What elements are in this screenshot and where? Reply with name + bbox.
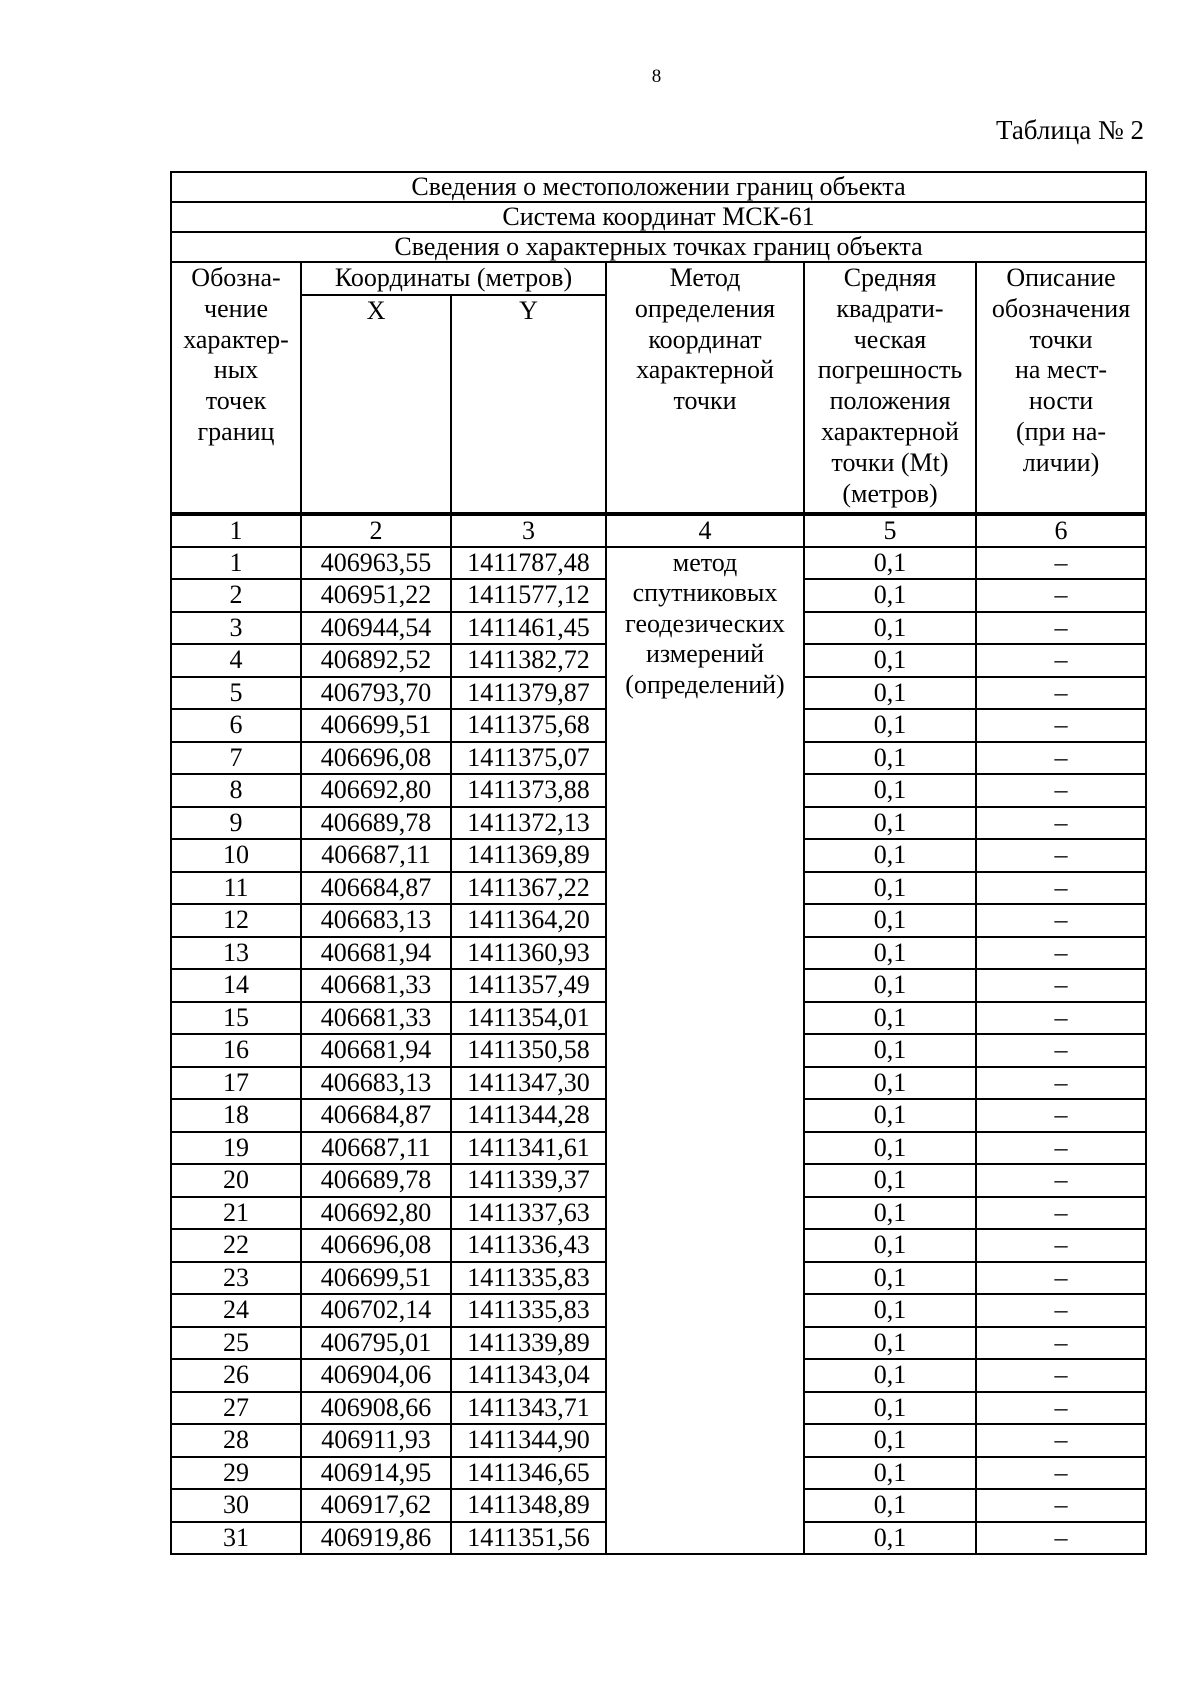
coord-y-cell: 1411348,89	[451, 1489, 606, 1522]
point-number-cell: 3	[171, 612, 301, 645]
method-line: спутниковых	[632, 578, 778, 608]
coord-y-cell: 1411344,90	[451, 1424, 606, 1457]
header-line: характерной	[821, 416, 959, 446]
mean-error-cell: 0,1	[804, 677, 976, 710]
header-line: ческая	[853, 324, 927, 354]
description-cell: –	[976, 1457, 1146, 1490]
coord-x-cell: 406793,70	[301, 677, 451, 710]
coord-x-cell: 406692,80	[301, 1197, 451, 1230]
header-line: чение	[204, 293, 268, 323]
description-cell: –	[976, 644, 1146, 677]
method-line: геодезических	[625, 608, 785, 638]
point-number-cell: 26	[171, 1359, 301, 1392]
header-row	[171, 262, 1146, 295]
coord-x-cell: 406702,14	[301, 1294, 451, 1327]
header-y: Y	[451, 295, 606, 514]
coord-x-cell: 406683,13	[301, 1067, 451, 1100]
page-number: 8	[651, 66, 662, 87]
header-line: точки	[1029, 324, 1093, 354]
point-number-cell: 6	[171, 709, 301, 742]
description-cell: –	[976, 937, 1146, 970]
point-number-cell: 24	[171, 1294, 301, 1327]
mean-error-cell: 0,1	[804, 839, 976, 872]
header-line: Описание	[1006, 263, 1116, 292]
coord-y-cell: 1411339,89	[451, 1327, 606, 1360]
header-x: X	[301, 295, 451, 514]
description-cell: –	[976, 839, 1146, 872]
coord-x-cell: 406917,62	[301, 1489, 451, 1522]
description-cell: –	[976, 969, 1146, 1002]
description-cell: –	[976, 1424, 1146, 1457]
point-number-cell: 19	[171, 1132, 301, 1165]
mean-error-cell: 0,1	[804, 644, 976, 677]
column-number: 6	[976, 514, 1146, 547]
header-mean-square-error	[804, 262, 976, 514]
coord-y-cell: 1411335,83	[451, 1262, 606, 1295]
point-number-cell: 27	[171, 1392, 301, 1425]
coord-y-cell: 1411382,72	[451, 644, 606, 677]
header-line: положения	[829, 386, 951, 416]
mean-error-cell: 0,1	[804, 1099, 976, 1132]
coord-y-cell: 1411335,83	[451, 1294, 606, 1327]
coord-x-cell: 406692,80	[301, 774, 451, 807]
point-number-cell: 31	[171, 1522, 301, 1555]
coord-y-cell: 1411354,01	[451, 1002, 606, 1035]
coord-x-cell: 406951,22	[301, 579, 451, 612]
header-line: точки (Mt)	[831, 447, 949, 477]
header-line: обозначения	[991, 293, 1131, 323]
header-line: границ	[197, 416, 275, 446]
coord-y-cell: 1411367,22	[451, 872, 606, 905]
mean-error-cell: 0,1	[804, 969, 976, 1002]
mean-error-cell: 0,1	[804, 872, 976, 905]
column-number: 4	[606, 514, 804, 547]
coord-x-cell: 406681,33	[301, 1002, 451, 1035]
point-number-cell: 5	[171, 677, 301, 710]
mean-error-cell: 0,1	[804, 937, 976, 970]
point-number-cell: 7	[171, 742, 301, 775]
description-cell: –	[976, 612, 1146, 645]
description-cell: –	[976, 709, 1146, 742]
title-row	[171, 232, 1146, 262]
coord-x-cell: 406904,06	[301, 1359, 451, 1392]
coord-x-cell: 406911,93	[301, 1424, 451, 1457]
column-number: 5	[804, 514, 976, 547]
coord-x-cell: 406684,87	[301, 872, 451, 905]
coord-x-cell: 406681,94	[301, 1034, 451, 1067]
title-cell: Сведения о местоположении границ объекта	[171, 172, 1146, 202]
mean-error-cell: 0,1	[804, 1457, 976, 1490]
description-cell: –	[976, 1197, 1146, 1230]
coord-y-cell: 1411341,61	[451, 1132, 606, 1165]
header-line: ности	[1028, 386, 1094, 416]
mean-error-cell: 0,1	[804, 742, 976, 775]
coord-y-cell: 1411461,45	[451, 612, 606, 645]
coord-y-cell: 1411343,04	[451, 1359, 606, 1392]
point-number-cell: 12	[171, 904, 301, 937]
coord-x-cell: 406963,55	[301, 547, 451, 580]
point-number-cell: 23	[171, 1262, 301, 1295]
description-cell: –	[976, 547, 1146, 580]
coord-x-cell: 406684,87	[301, 1099, 451, 1132]
coord-y-cell: 1411350,58	[451, 1034, 606, 1067]
description-cell: –	[976, 742, 1146, 775]
point-number-cell: 16	[171, 1034, 301, 1067]
coord-x-cell: 406696,08	[301, 1229, 451, 1262]
mean-error-cell: 0,1	[804, 1132, 976, 1165]
title-row	[171, 202, 1146, 232]
point-number-cell: 8	[171, 774, 301, 807]
coord-x-cell: 406681,33	[301, 969, 451, 1002]
description-cell: –	[976, 1392, 1146, 1425]
description-cell: –	[976, 579, 1146, 612]
coord-y-cell: 1411357,49	[451, 969, 606, 1002]
coord-x-cell: 406944,54	[301, 612, 451, 645]
point-number-cell: 22	[171, 1229, 301, 1262]
column-number: 1	[171, 514, 301, 547]
point-number-cell: 2	[171, 579, 301, 612]
coord-x-cell: 406689,78	[301, 807, 451, 840]
coordinates-table	[170, 171, 1147, 1555]
point-number-cell: 21	[171, 1197, 301, 1230]
mean-error-cell: 0,1	[804, 709, 976, 742]
header-line: характер-	[183, 324, 289, 354]
header-line: погрешность	[817, 355, 963, 385]
header-line: характерной	[636, 355, 774, 385]
point-number-cell: 13	[171, 937, 301, 970]
title-cell: Система координат МСК-61	[171, 202, 1146, 232]
point-number-cell: 18	[171, 1099, 301, 1132]
description-cell: –	[976, 872, 1146, 905]
mean-error-cell: 0,1	[804, 1359, 976, 1392]
description-cell: –	[976, 1164, 1146, 1197]
column-number: 3	[451, 514, 606, 547]
coord-y-cell: 1411346,65	[451, 1457, 606, 1490]
point-number-cell: 15	[171, 1002, 301, 1035]
header-line: ных	[213, 355, 259, 385]
coord-y-cell: 1411787,48	[451, 547, 606, 580]
header-line: точек	[205, 386, 267, 416]
mean-error-cell: 0,1	[804, 1034, 976, 1067]
header-line: координат	[648, 324, 762, 354]
table-row	[171, 547, 1146, 580]
header-coordinates-group: Координаты (метров)	[301, 262, 606, 295]
coord-x-cell: 406892,52	[301, 644, 451, 677]
coord-y-cell: 1411336,43	[451, 1229, 606, 1262]
point-number-cell: 25	[171, 1327, 301, 1360]
mean-error-cell: 0,1	[804, 1489, 976, 1522]
description-cell: –	[976, 1327, 1146, 1360]
mean-error-cell: 0,1	[804, 807, 976, 840]
mean-error-cell: 0,1	[804, 612, 976, 645]
point-number-cell: 14	[171, 969, 301, 1002]
coord-x-cell: 406914,95	[301, 1457, 451, 1490]
coord-y-cell: 1411373,88	[451, 774, 606, 807]
coord-x-cell: 406687,11	[301, 1132, 451, 1165]
method-line: (определений)	[625, 669, 785, 699]
method-cell	[606, 547, 804, 1555]
header-line: квадрати-	[836, 293, 944, 323]
header-method	[606, 262, 804, 514]
mean-error-cell: 0,1	[804, 1164, 976, 1197]
header-line: точки	[673, 386, 737, 416]
header-line: личии)	[1022, 447, 1100, 477]
header-line: Метод	[669, 263, 741, 292]
mean-error-cell: 0,1	[804, 1067, 976, 1100]
coord-x-cell: 406795,01	[301, 1327, 451, 1360]
coord-y-cell: 1411339,37	[451, 1164, 606, 1197]
description-cell: –	[976, 1099, 1146, 1132]
coord-x-cell: 406919,86	[301, 1522, 451, 1555]
description-cell: –	[976, 1034, 1146, 1067]
mean-error-cell: 0,1	[804, 579, 976, 612]
coord-x-cell: 406681,94	[301, 937, 451, 970]
column-number-row	[171, 514, 1146, 547]
coord-x-cell: 406699,51	[301, 709, 451, 742]
description-cell: –	[976, 774, 1146, 807]
point-number-cell: 9	[171, 807, 301, 840]
description-cell: –	[976, 1359, 1146, 1392]
point-number-cell: 17	[171, 1067, 301, 1100]
coord-y-cell: 1411360,93	[451, 937, 606, 970]
mean-error-cell: 0,1	[804, 1229, 976, 1262]
header-point-designation	[171, 262, 301, 514]
mean-error-cell: 0,1	[804, 547, 976, 580]
coord-y-cell: 1411343,71	[451, 1392, 606, 1425]
table-caption: Таблица № 2	[996, 115, 1144, 145]
description-cell: –	[976, 1262, 1146, 1295]
coord-y-cell: 1411364,20	[451, 904, 606, 937]
description-cell: –	[976, 1067, 1146, 1100]
point-number-cell: 4	[171, 644, 301, 677]
description-cell: –	[976, 1229, 1146, 1262]
title-cell: Сведения о характерных точках границ объекта	[171, 232, 1146, 262]
coord-x-cell: 406908,66	[301, 1392, 451, 1425]
point-number-cell: 10	[171, 839, 301, 872]
coord-x-cell: 406683,13	[301, 904, 451, 937]
mean-error-cell: 0,1	[804, 1262, 976, 1295]
coord-y-cell: 1411344,28	[451, 1099, 606, 1132]
title-row	[171, 172, 1146, 202]
point-number-cell: 1	[171, 547, 301, 580]
method-line: измерений	[645, 639, 765, 669]
mean-error-cell: 0,1	[804, 1424, 976, 1457]
mean-error-cell: 0,1	[804, 904, 976, 937]
header-line: определения	[634, 293, 776, 323]
description-cell: –	[976, 677, 1146, 710]
mean-error-cell: 0,1	[804, 1522, 976, 1555]
mean-error-cell: 0,1	[804, 1392, 976, 1425]
header-line: Обозна-	[191, 263, 281, 292]
header-line: на мест-	[1014, 355, 1108, 385]
point-number-cell: 11	[171, 872, 301, 905]
mean-error-cell: 0,1	[804, 774, 976, 807]
coord-y-cell: 1411375,68	[451, 709, 606, 742]
coord-x-cell: 406696,08	[301, 742, 451, 775]
coord-y-cell: 1411577,12	[451, 579, 606, 612]
coord-y-cell: 1411372,13	[451, 807, 606, 840]
mean-error-cell: 0,1	[804, 1294, 976, 1327]
header-line: Средняя	[843, 263, 937, 292]
description-cell: –	[976, 1002, 1146, 1035]
description-cell: –	[976, 904, 1146, 937]
coord-y-cell: 1411369,89	[451, 839, 606, 872]
description-cell: –	[976, 1489, 1146, 1522]
header-line: (при на-	[1015, 416, 1107, 446]
point-number-cell: 30	[171, 1489, 301, 1522]
mean-error-cell: 0,1	[804, 1002, 976, 1035]
mean-error-cell: 0,1	[804, 1197, 976, 1230]
coord-y-cell: 1411347,30	[451, 1067, 606, 1100]
method-line: метод	[672, 547, 738, 577]
point-number-cell: 28	[171, 1424, 301, 1457]
description-cell: –	[976, 1294, 1146, 1327]
coord-y-cell: 1411379,87	[451, 677, 606, 710]
column-number: 2	[301, 514, 451, 547]
coord-x-cell: 406687,11	[301, 839, 451, 872]
coord-x-cell: 406689,78	[301, 1164, 451, 1197]
header-description	[976, 262, 1146, 514]
description-cell: –	[976, 807, 1146, 840]
coord-y-cell: 1411375,07	[451, 742, 606, 775]
description-cell: –	[976, 1132, 1146, 1165]
header-line: (метров)	[842, 478, 938, 508]
description-cell: –	[976, 1522, 1146, 1555]
coord-y-cell: 1411337,63	[451, 1197, 606, 1230]
point-number-cell: 20	[171, 1164, 301, 1197]
point-number-cell: 29	[171, 1457, 301, 1490]
mean-error-cell: 0,1	[804, 1327, 976, 1360]
coord-y-cell: 1411351,56	[451, 1522, 606, 1555]
coord-x-cell: 406699,51	[301, 1262, 451, 1295]
